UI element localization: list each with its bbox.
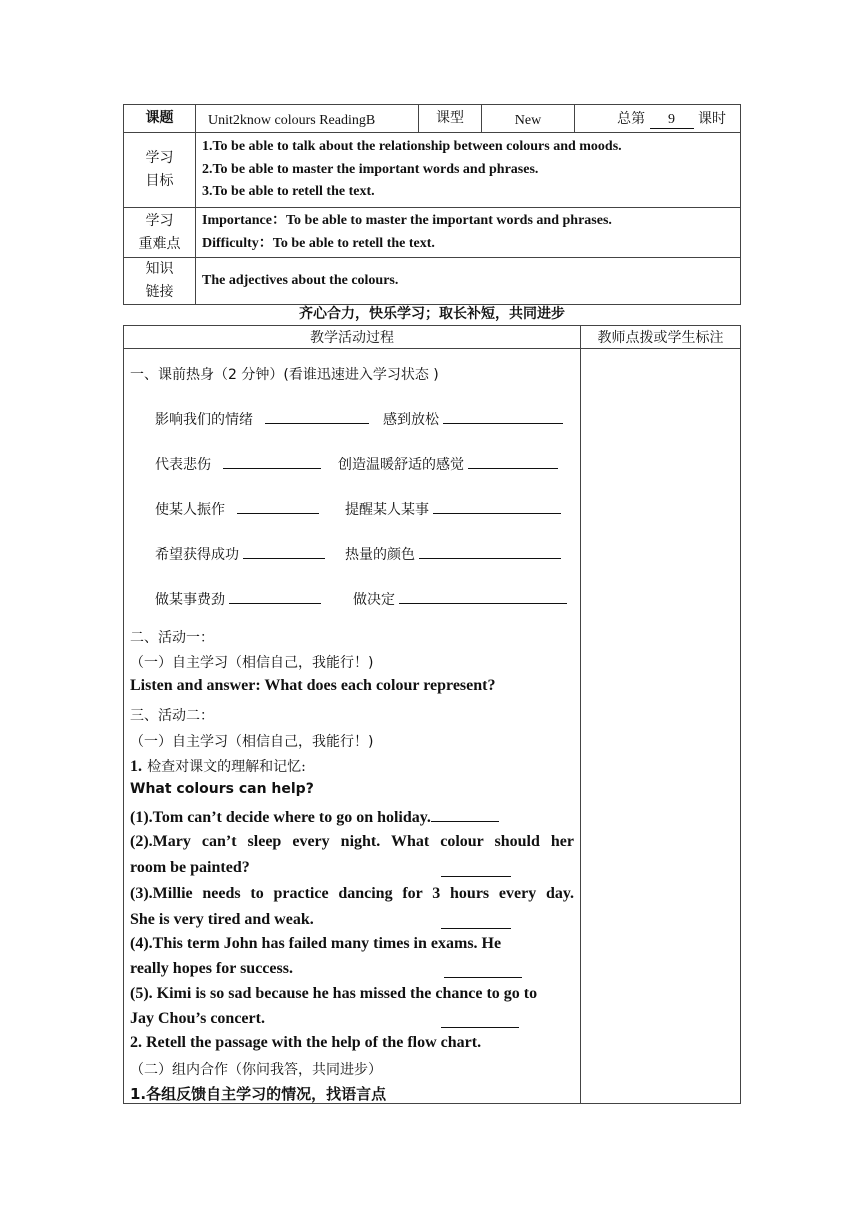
item-text: (1).Tom can’t decide where to go on holiday. — [130, 809, 431, 826]
motto: 齐心合力，快乐学习；取长补短，共同进步 — [299, 306, 565, 322]
notes-cell — [581, 349, 741, 1104]
objectives-label — [124, 133, 196, 208]
answer-blank[interactable] — [243, 544, 325, 559]
warmup-row-1 — [155, 409, 369, 429]
phrase-prompt: 提醒某人某事 — [345, 502, 429, 518]
question1-heading — [130, 756, 306, 776]
warmup-title: 一、课前热身（2 分钟）(看谁迅速进入学习状态 ) — [130, 367, 439, 383]
question-item-2: (2).Mary can’t sleep every night. What colour should her — [130, 833, 574, 850]
answer-blank[interactable] — [419, 544, 561, 559]
phrase-prompt: 热量的颜色 — [345, 547, 415, 563]
activity2-title: 三、活动二： — [130, 708, 214, 724]
answer-blank[interactable] — [229, 589, 321, 604]
question1-number: 1. — [130, 758, 142, 775]
topic-value: Unit2know colours ReadingB — [196, 105, 419, 133]
activity1-subtitle: （一）自主学习（相信自己，我能行！) — [130, 655, 374, 671]
topic-label: 课题 — [124, 105, 196, 133]
type-label: 课型 — [419, 105, 482, 133]
warmup-row-2 — [155, 454, 321, 474]
phrase-prompt: 希望获得成功 — [155, 547, 239, 563]
question-item-5: (5). Kimi is so sad because he has missed the chance to go to — [130, 985, 538, 1002]
total-prefix: 总第 — [617, 111, 646, 127]
answer-blank[interactable] — [433, 499, 561, 514]
difficulty-text: Difficulty：To be able to retell the text. — [202, 235, 435, 251]
objectives-label-line1: 学习 — [145, 150, 174, 166]
objectives-label-line2: 目标 — [145, 173, 174, 189]
knowledge-link-text: The adjectives about the colours. — [196, 258, 741, 305]
answer-blank[interactable] — [443, 409, 563, 424]
answer-blank[interactable] — [265, 409, 369, 424]
phrase-prompt: 代表悲伤 — [155, 457, 211, 473]
answer-blank[interactable] — [468, 454, 558, 469]
warmup-row-5b — [353, 589, 567, 609]
link-label-line2: 链接 — [145, 284, 174, 300]
group-feedback-task: 1.各组反馈自主学习的情况，找语言点 — [130, 1085, 387, 1103]
knowledge-link-label — [124, 258, 196, 305]
answer-blank[interactable] — [441, 1013, 519, 1028]
group-work-title: （二）组内合作（你问我答，共同进步） — [130, 1062, 382, 1078]
objective-item: 1.To be able to talk about the relationship between colours and moods. — [202, 139, 622, 155]
objectives-list — [196, 133, 741, 208]
total-suffix: 课时 — [698, 111, 726, 127]
key-points — [196, 208, 741, 258]
question-item-5b: Jay Chou’s concert. — [130, 1010, 265, 1027]
phrase-prompt: 创造温暖舒适的感觉 — [338, 457, 464, 473]
warmup-row-2b — [338, 454, 558, 474]
answer-blank[interactable] — [441, 862, 511, 877]
question-item-4b: really hopes for success. — [130, 960, 293, 977]
answer-blank[interactable] — [237, 499, 319, 514]
question-item-4: (4).This term John has failed many times in exams. He — [130, 935, 502, 952]
question-item-3: (3).Millie needs to practice dancing for 3 hours every day. — [130, 885, 574, 902]
warmup-row-5 — [155, 589, 321, 609]
objective-item: 2.To be able to master the important words and phrases. — [202, 161, 539, 177]
answer-blank[interactable] — [431, 807, 499, 822]
lesson-info-table — [123, 104, 741, 305]
phrase-prompt: 感到放松 — [383, 412, 439, 428]
answer-blank[interactable] — [399, 589, 567, 604]
answer-blank[interactable] — [223, 454, 321, 469]
answer-blank[interactable] — [441, 914, 511, 929]
key-label-line1: 学习 — [145, 212, 174, 229]
activity1-title: 二、活动一： — [130, 630, 214, 646]
question1-prompt: What colours can help? — [130, 781, 314, 797]
warmup-row-3b — [345, 499, 561, 519]
phrase-prompt: 影响我们的情绪 — [155, 412, 253, 428]
key-points-label — [124, 208, 196, 258]
warmup-row-3 — [155, 499, 319, 519]
phrase-prompt: 使某人振作 — [155, 502, 225, 518]
column-process-header: 教学活动过程 — [124, 326, 581, 349]
warmup-row-1b — [383, 409, 563, 429]
total-number: 9 — [650, 112, 694, 129]
warmup-row-4 — [155, 544, 325, 564]
question2: 2. Retell the passage with the help of the flow chart. — [130, 1034, 482, 1051]
activity2-subtitle: （一）自主学习（相信自己，我能行！) — [130, 734, 374, 750]
phrase-prompt: 做某事费劲 — [155, 592, 225, 608]
importance-text: Importance：To be able to master the important words and phrases. — [202, 213, 612, 228]
key-label-line2: 重难点 — [138, 235, 181, 252]
activity1-task: Listen and answer: What does each colour represent? — [130, 677, 496, 694]
total-lessons — [575, 105, 741, 133]
question1-text: 检查对课文的理解和记忆: — [147, 759, 306, 775]
warmup-row-4b — [345, 544, 561, 564]
answer-blank[interactable] — [444, 963, 522, 978]
column-notes-header: 教师点拨或学生标注 — [581, 326, 741, 349]
type-value: New — [482, 105, 575, 133]
link-label-line1: 知识 — [145, 261, 174, 277]
question-item-3b: She is very tired and weak. — [130, 911, 314, 928]
objective-item: 3.To be able to retell the text. — [202, 184, 375, 200]
question-item-1 — [130, 807, 499, 827]
question-item-2b: room be painted? — [130, 859, 250, 876]
phrase-prompt: 做决定 — [353, 592, 395, 608]
